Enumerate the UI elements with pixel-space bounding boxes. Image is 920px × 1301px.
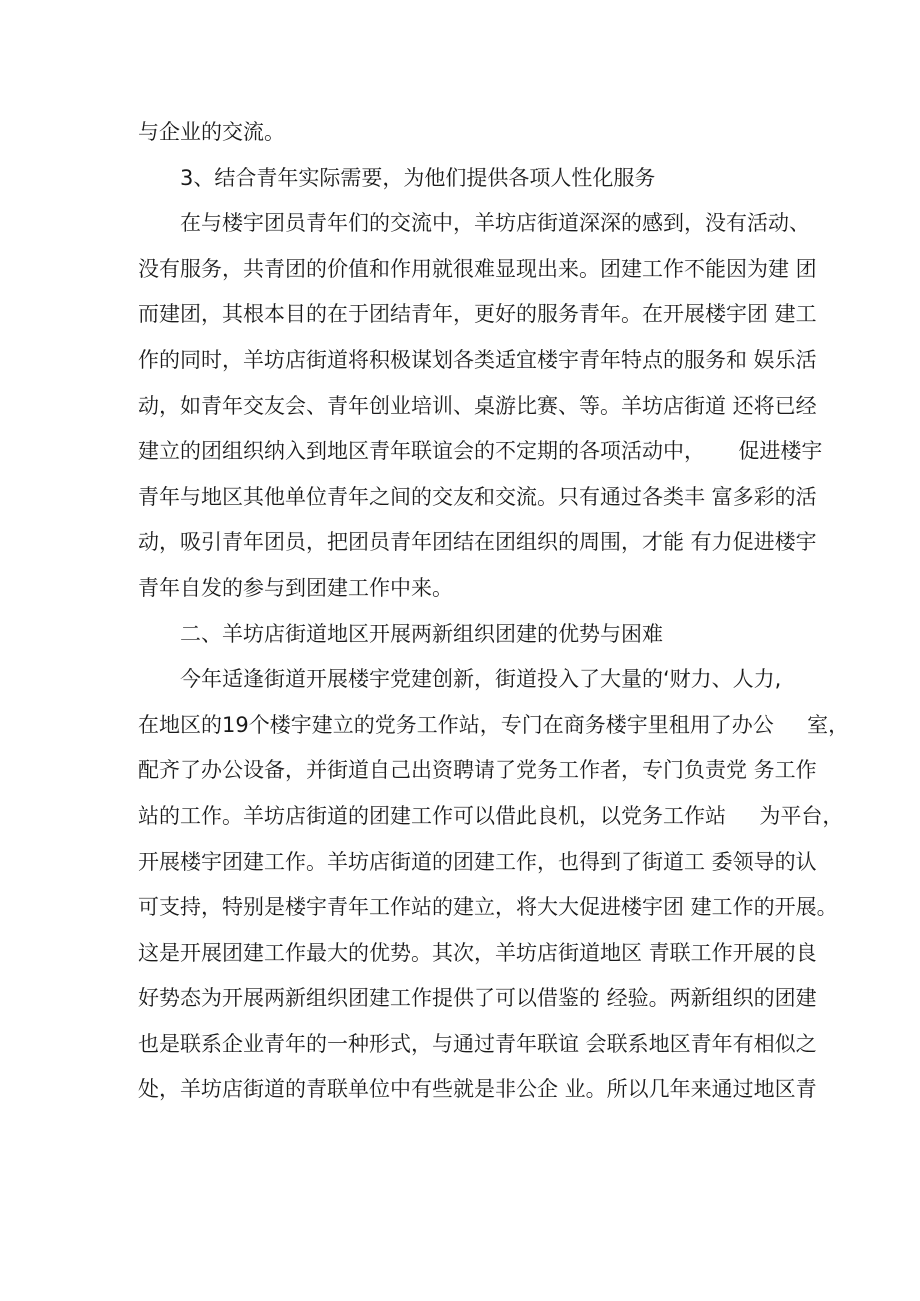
paragraph-line: 今年适逢街道开展楼宇党建创新，街道投入了大量的‘财力、人力,: [180, 667, 782, 692]
paragraph-line: 也是联系企业青年的一种形式，与通过青年联谊 会联系地区青年有相似之: [138, 1031, 817, 1056]
paragraph-line: 动，吸引青年团员，把团员青年团结在团组织的周围，才能 有力促进楼宇: [138, 530, 817, 555]
paragraph-line: 没有服务，共青团的价值和作用就很难显现出来。团建工作不能因为建 团: [138, 256, 817, 281]
paragraph-line: 这是开展团建工作最大的优势。其次，羊坊店街道地区 青联工作开展的良: [138, 940, 817, 965]
paragraph-line: 与企业的交流。: [138, 120, 285, 144]
paragraph-line: 在与楼宇团员青年们的交流中，羊坊店街道深深的感到，没有活动、: [180, 211, 810, 236]
paragraph-line: 站的工作。羊坊店街道的团建工作可以借此良机，以党务工作站 为平台，: [138, 803, 844, 828]
paragraph-line: 开展楼宇团建工作。羊坊店街道的团建工作，也得到了街道工 委领导的认: [138, 849, 817, 874]
paragraph-line: 而建团，其根本目的在于团结青年，更好的服务青年。在开展楼宇团 建工: [138, 302, 817, 327]
paragraph-line: 好势态为开展两新组织团建工作提供了可以借鉴的 经验。两新组织的团建: [138, 986, 817, 1011]
paragraph-line: 青年自发的参与到团建工作中来。: [138, 575, 453, 600]
paragraph-line: 可支持，特别是楼宇青年工作站的建立，将大大促进楼宇团 建工作的开展。: [138, 895, 838, 920]
paragraph-line: 动，如青年交友会、青年创业培训、桌游比赛、等。羊坊店街道 还将已经: [138, 393, 817, 418]
paragraph-line: 配齐了办公设备，并街道自己出资聘请了党务工作者，专门负责党 务工作: [138, 758, 817, 783]
paragraph-line: 作的同时，羊坊店街道将积极谋划各类适宜楼宇青年特点的服务和 娱乐活: [138, 347, 817, 372]
paragraph-line: 处，羊坊店街道的青联单位中有些就是非公企 业。所以几年来通过地区青: [138, 1077, 817, 1102]
paragraph-line: 在地区的19个楼宇建立的党务工作站，专门在商务楼宇里租用了办公 室，: [138, 712, 850, 737]
paragraph-line: 建立的团组织纳入到地区青年联谊会的不定期的各项活动中， 促进楼宇: [138, 439, 823, 464]
subheading-3: 3、结合青年实际需要，为他们提供各项人性化服务: [180, 165, 656, 190]
paragraph-line: 青年与地区其他单位青年之间的交友和交流。只有通过各类丰 富多彩的活: [138, 484, 817, 509]
document-body: [138, 110, 850, 1113]
section-heading-2: 二、羊坊店街道地区开展两新组织团建的优势与困难: [180, 621, 663, 646]
